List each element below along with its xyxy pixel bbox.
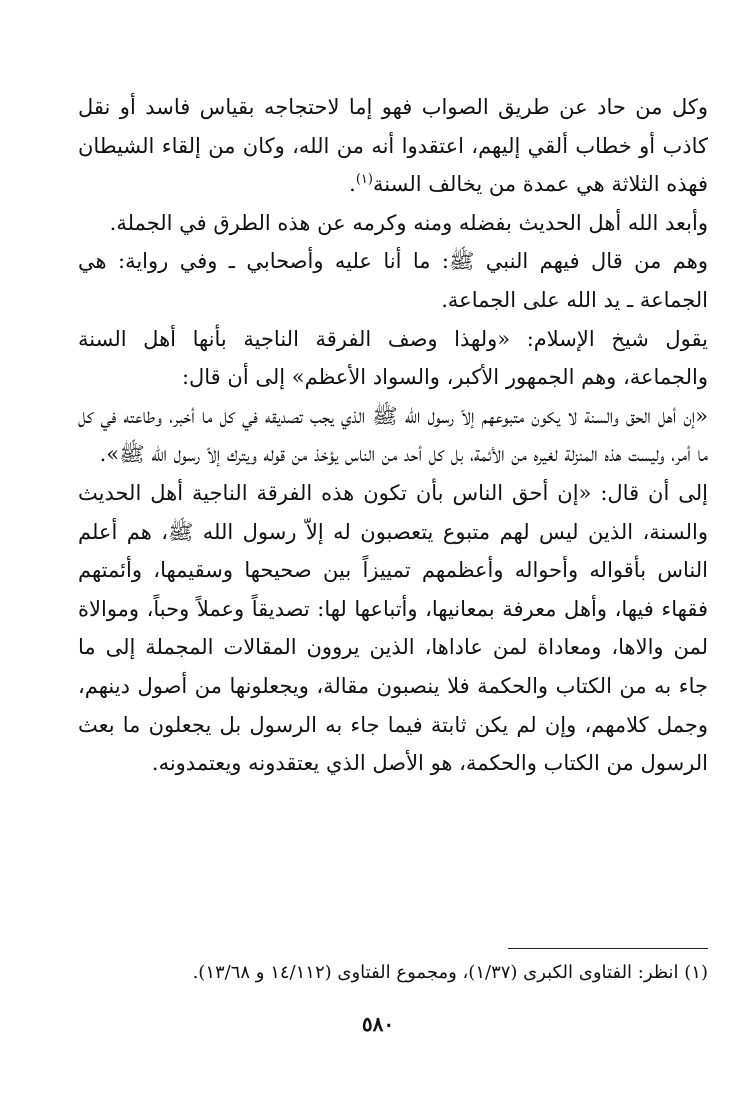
footnote: (١) انظر: الفتاوى الكبرى (١/٣٧)، ومجموع الفتاوى (١٤/١١٢ و ١٣/٦٨).	[192, 962, 708, 983]
footnote-reference: (١)	[355, 172, 373, 188]
paragraph-1	[78, 88, 708, 204]
page-number: ٥٨٠	[361, 1012, 395, 1036]
paragraph-1-text: وكل من حاد عن طريق الصواب فهو إما لاحتجاجه بقياس فاسد أو نقل كاذب أو خطاب ألقي إليهم، اعتقدوا أنه من الله، وكان من إلقاء الشيطان فهذه الثلاثة هي عمدة من يخالف السنة	[78, 95, 708, 197]
paragraph-2: وأبعد الله أهل الحديث بفضله ومنه وكرمه عن هذه الطرق في الجملة.	[109, 210, 708, 235]
footnote-divider	[508, 948, 708, 949]
paragraph-6: إلى أن قال: «إن أحق الناس بأن تكون هذه الفرقة الناجية أهل الحديث والسنة، الذين ليس لهم متبوع يتعصبون له إلاّ رسول الله ﷺ، هم أعلم الناس بأقواله وأحواله وأعظمهم تمييزاً بين صحيحها وسقيمها، وأئمتهم فقهاء فيها، وأهل معرفة بمعانيها، وأتباعها لها: تصديقاً وعملاً وحباً، وموالاة لمن والاها، ومعاداة لمن عاداها، الذين يروون المقالات المجملة إلى ما جاء به من الكتاب والحكمة فلا ينصبون مقالة، ويجعلونها من أصول دينهم، وجمل كلامهم، وإن لم يكن ثابتة فيما جاء به الرسول بل يجعلون ما بعث الرسول من الكتاب والحكمة، هو الأصل الذي يعتقدونه ويعتمدونه.	[78, 480, 708, 776]
paragraph-4: يقول شيخ الإسلام: «ولهذا وصف الفرقة الناجية بأنها أهل السنة والجماعة، وهم الجمهور الأكبر، والسواد الأعظم» إلى أن قال:	[78, 326, 708, 390]
paragraph-3: وهم من قال فيهم النبي ﷺ: ما أنا عليه وأصحابي ـ وفي رواية: هي الجماعة ـ يد الله على الجماعة.	[78, 249, 708, 312]
paragraph-5: «إن أهل الحق والسنة لا يكون متبوعهم إلاّ رسول الله ﷺ الذي يجب تصديقه في كل ما أخبر، وطاعته في كل ما أمر، وليست هذه المنزلة لغيره من الأئمة، بل كل أحد من الناس يؤخذ من قوله ويترك إلاّ رسول الله ﷺ».	[78, 403, 708, 467]
main-text	[78, 88, 708, 783]
paragraph-1-tail: .	[349, 172, 356, 197]
